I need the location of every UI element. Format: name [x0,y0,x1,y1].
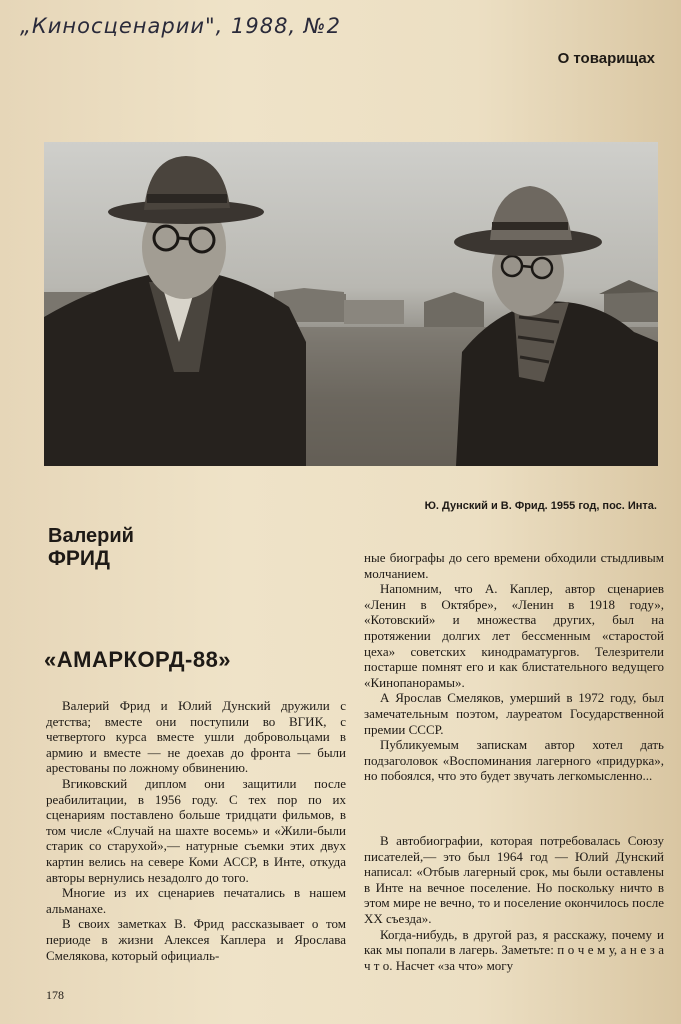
photo [44,142,658,466]
paragraph: В автобиографии, которая потребовалась Союзу писателей,— это был 1964 год — Юлий Дунский написал: «Отбыв лагерный срок, мы были оставлены в Инте на вечное поселение. Но поскольку ничто в этом мире не вечно, то и поселение окончилось после XX съезда». [364,833,664,926]
right-column-top [364,550,664,784]
author-first-name: Валерий [48,525,134,547]
handwritten-note: „Киносценарии", 1988, №2 [20,14,342,38]
section-label: О товарищах [557,50,655,67]
right-column-bottom [364,833,664,973]
paragraph: ные биографы до сего времени обходили стыдливым молчанием. [364,550,664,581]
photo-caption: Ю. Дунский и В. Фрид. 1955 год, пос. Инта. [424,500,657,512]
paragraph: Когда-нибудь, в другой раз, я расскажу, почему и как мы попали в лагерь. Заметьте: п о ч е м у, а н е з а ч т о. Насчет «за что» могу [364,926,664,973]
paragraph: В своих заметках В. Фрид рассказывает о том периоде в жизни Алексея Каплера и Ярослава Смелякова, который официаль- [46,916,346,963]
paragraph: Вгиковский диплом они защитили после реабилитации, в 1956 году. С тех пор по их сценариям поставлено больше тридцати фильмов, в том числе «Случай на шахте восемь» и «Жили-были старик со старухой»,— натурные съемки этих двух картин велись на севере Коми АССР, в Инте, откуда авторы вернулись незадолго до того. [46,775,346,885]
paragraph: Многие из их сценариев печатались в нашем альманахе. [46,885,346,916]
photo-illustration [44,142,658,466]
page-number: 178 [46,988,64,1002]
left-column [46,698,346,963]
article-title: «АМАРКОРД-88» [44,647,232,672]
paragraph: Напомним, что А. Каплер, автор сценариев «Ленин в Октябре», «Ленин в 1918 году», «Котовский» и множества других, был на протяжении долгих лет бессменным «старостой цеха» советских кинодраматургов. Телезрители постарше помнят его и как блистательного ведущего «Кинопанорамы». [364,581,664,690]
paragraph: Публикуемым запискам автор хотел дать подзаголовок «Воспоминания лагерного «придурка», но побоялся, что это будет звучать легкомысленно... [364,737,664,784]
author-last-name: ФРИД [48,547,110,570]
paragraph: Валерий Фрид и Юлий Дунский дружили с детства; вместе они поступили во ВГИК, с четвертого курса вместе ушли добровольцами в армию и вместе — не доехав до фронта — были арестованы по ложному обвинению. [46,698,346,776]
paragraph: А Ярослав Смеляков, умерший в 1972 году, был замечательным поэтом, лауреатом Государственной премии СССР. [364,690,664,737]
